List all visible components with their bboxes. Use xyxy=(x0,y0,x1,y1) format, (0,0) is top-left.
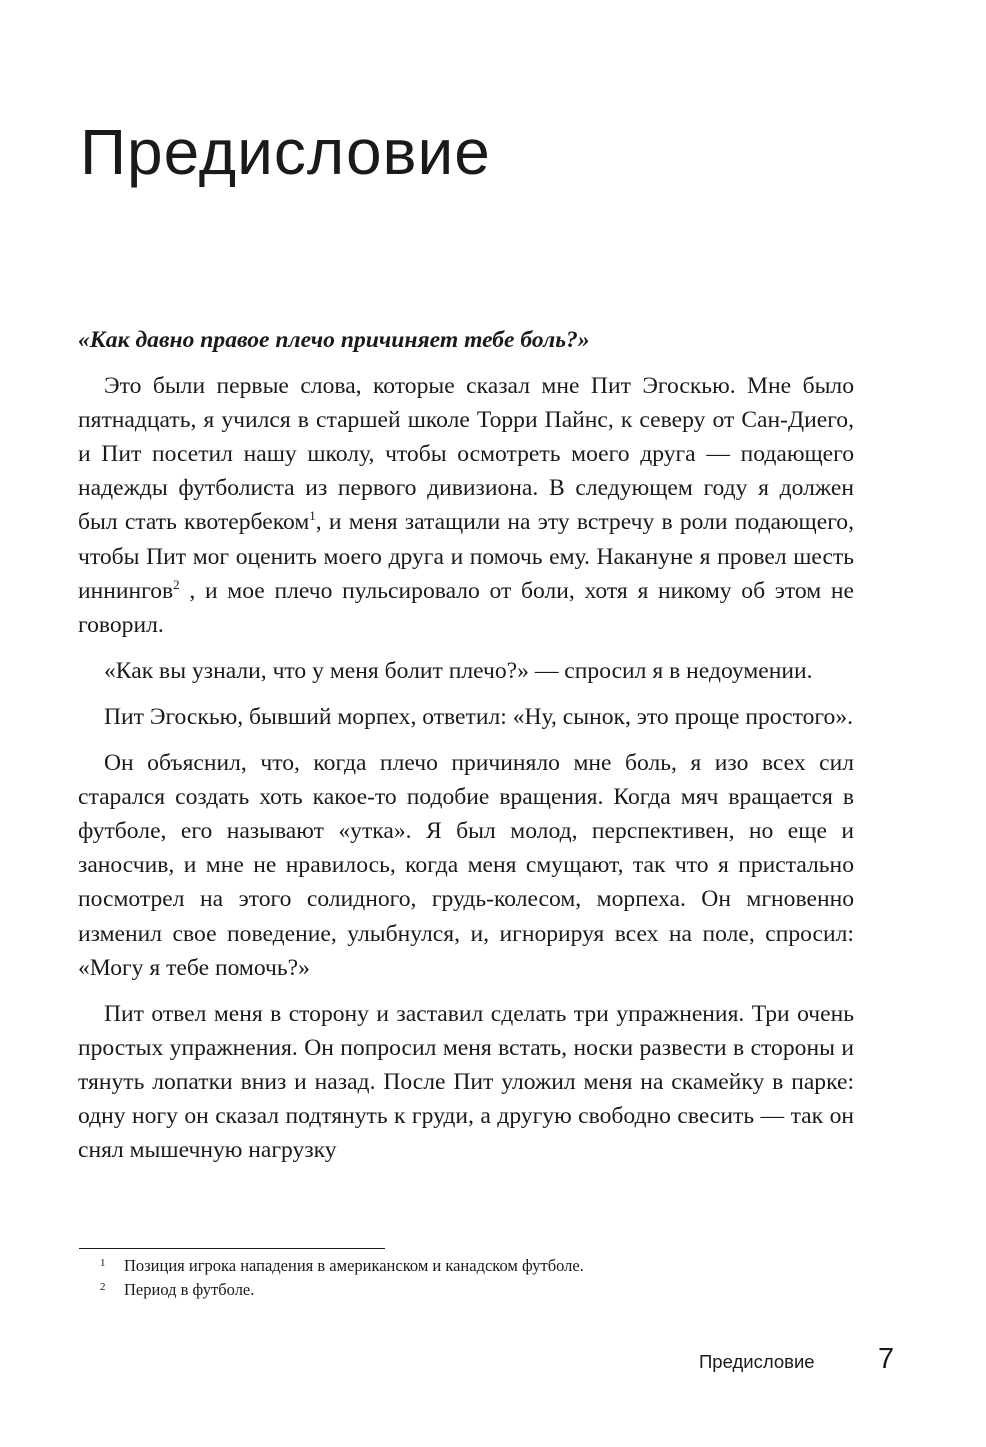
paragraph-3: Пит Эгоскью, бывший морпех, ответил: «Ну, сынок, это проще простого». xyxy=(104,703,854,730)
paragraph-5: Пит отвел меня в сторону и заставил сделать три упражнения. Три очень простых упражнения. Он попросил меня встать, носки развести в стороны и тянуть лопатки вниз и назад. После Пит уложил меня на скамейку в парке: одну ногу он сказал подтянуть к груди, а другую свободно свесить — так он снял мышечную нагрузку xyxy=(78,1000,854,1164)
footnote-text: Позиция игрока нападения в американском и канадском футболе. xyxy=(124,1256,584,1275)
paragraph-1-part-c: , и мое плечо пульсировало от боли, хотя я никому об этом не говорил. xyxy=(78,577,854,638)
paragraph-4: Он объяснил, что, когда плечо причиняло мне боль, я изо всех сил старался создать хоть какое-то подобие вращения. Когда мяч вращается в футболе, его называют «утка». Я был молод, перспективен, но еще и заносчив, и мне не нравилось, когда меня смущают, так что я пристально посмотрел на этого солидного, грудь-колесом, морпеха. Он мгновенно изменил свое поведение, улыбнулся, и, игнорируя всех на поле, спросил: «Могу я тебе помочь?» xyxy=(78,750,854,981)
chapter-title: Предисловие xyxy=(80,116,491,188)
opening-quote: «Как давно правое плечо причиняет тебе боль?» xyxy=(78,327,590,353)
footnote-ref-2: 2 xyxy=(173,576,180,592)
running-head: Предисловие xyxy=(699,1351,815,1372)
body-text xyxy=(78,323,854,1167)
footnote-ref-1: 1 xyxy=(309,508,316,524)
footnote-item xyxy=(100,1278,584,1302)
paragraph-1-part-a: Это были первые слова, которые сказал мне Пит Эгоскью. Мне было пятнадцать, я учился в старшей школе Торри Пайнс, к северу от Сан-Диего, и Пит посетил нашу школу, чтобы осмотреть моего друга — подающего надежды футболиста из первого дивизиона. В следующем году я должен был стать квотербеком xyxy=(78,373,854,536)
footnote-number: 2 xyxy=(100,1281,106,1293)
footnote-item xyxy=(100,1254,584,1278)
paragraph-1-part-b: , и меня затащили на эту встречу в роли подающего, чтобы Пит мог оценить моего друга и помочь ему. Накануне я провел шесть иннингов xyxy=(78,509,854,604)
footnote-number: 1 xyxy=(100,1257,106,1269)
paragraph-2: «Как вы узнали, что у меня болит плечо?» — спросил я в недоумении. xyxy=(104,657,813,684)
footnotes xyxy=(100,1254,584,1302)
paragraph-1 xyxy=(78,369,854,642)
footnote-text: Период в футболе. xyxy=(124,1280,255,1299)
page-number: 7 xyxy=(878,1343,895,1375)
footnote-divider xyxy=(79,1248,385,1249)
